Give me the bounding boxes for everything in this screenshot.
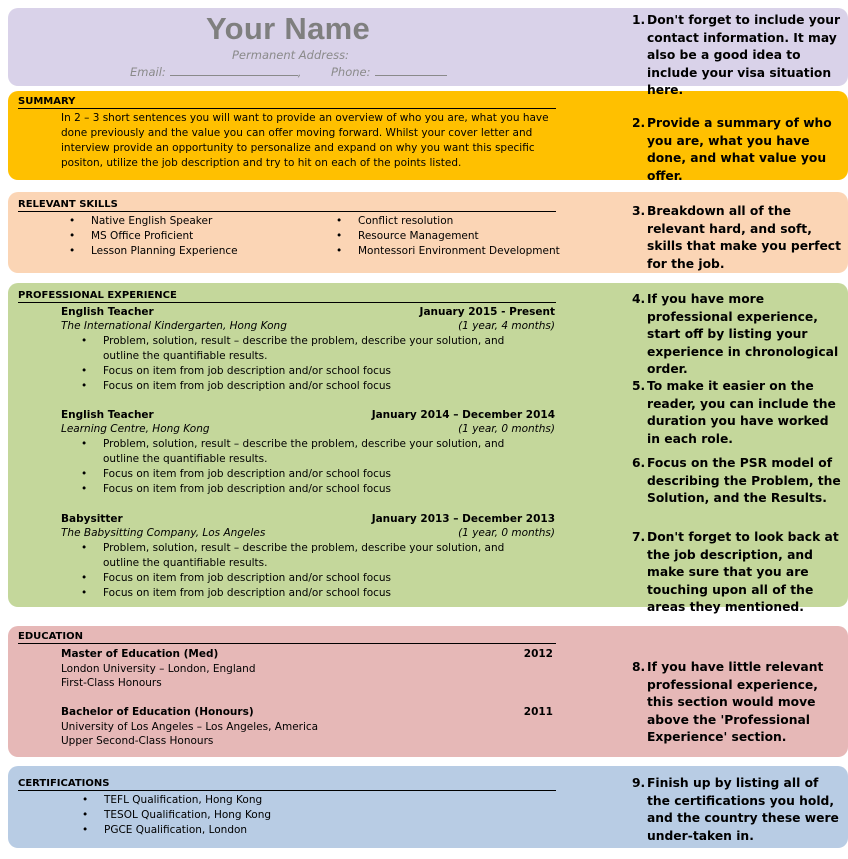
- cert-item: • TEFL Qualification, Hong Kong: [104, 793, 271, 808]
- job-duration: (1 year, 4 months): [458, 320, 555, 332]
- job-role: English Teacher: [61, 306, 154, 318]
- tip-text: If you have more professional experience, start off by listing your experience in chronological order.: [647, 292, 839, 376]
- job-org: The Babysitting Company, Los Angeles: [61, 527, 266, 539]
- certifications-title: CERTIFICATIONS: [18, 778, 556, 791]
- summary-title: SUMMARY: [18, 96, 556, 109]
- tip-item: [632, 203, 844, 273]
- job-entry: [61, 512, 555, 601]
- edu-honours: Upper Second-Class Honours: [61, 735, 214, 747]
- tip-item: [632, 291, 844, 379]
- job-org: Learning Centre, Hong Kong: [61, 423, 210, 435]
- tip-text: If you have little relevant professional experience, this section would move above the 'Professional Experience' section.: [647, 660, 824, 744]
- tip-number: 2.: [632, 116, 646, 130]
- tip-item: [632, 12, 844, 100]
- skill-item: • Montessori Environment Development: [358, 245, 560, 257]
- tip-item: [632, 115, 844, 185]
- phone-label: Phone:: [331, 65, 371, 79]
- tip-number: 7.: [632, 530, 646, 544]
- job-role: English Teacher: [61, 409, 154, 421]
- job-entry: [61, 305, 555, 394]
- skill-item: • MS Office Proficient: [91, 230, 193, 242]
- certifications-list: [104, 793, 271, 838]
- skill-item: • Lesson Planning Experience: [91, 245, 238, 257]
- education-title: EDUCATION: [18, 631, 556, 644]
- edu-honours: First-Class Honours: [61, 677, 162, 689]
- tip-item: [632, 455, 844, 508]
- job-bullet: • Focus on item from job description and/or school focus: [103, 482, 555, 497]
- tip-item: [632, 659, 844, 747]
- tip-item: [632, 775, 844, 845]
- resume-name: Your Name: [206, 11, 371, 46]
- job-dates: January 2013 – December 2013: [371, 513, 555, 525]
- job-entry: [61, 408, 555, 497]
- edu-degree: Bachelor of Education (Honours): [61, 706, 254, 718]
- job-bullet: • Problem, solution, result – describe the problem, describe your solution, and outline the quantifiable results.: [103, 437, 555, 467]
- cert-item: • PGCE Qualification, London: [104, 823, 271, 838]
- job-bullet: • Focus on item from job description and/or school focus: [103, 364, 555, 379]
- tip-number: 9.: [632, 776, 646, 790]
- tip-item: [632, 529, 844, 617]
- experience-title: PROFESSIONAL EXPERIENCE: [18, 290, 556, 303]
- phone-line: [331, 64, 447, 79]
- cert-item: • TESOL Qualification, Hong Kong: [104, 808, 271, 823]
- job-bullet: • Focus on item from job description and/or school focus: [103, 571, 555, 586]
- tip-text: Finish up by listing all of the certifications you hold, and the country these were under-taken in.: [647, 776, 839, 843]
- skill-item: • Conflict resolution: [358, 215, 453, 227]
- edu-degree: Master of Education (Med): [61, 648, 219, 660]
- tip-text: Don't forget to look back at the job description, and make sure that you are touching upon all of the areas they mentioned.: [647, 530, 839, 614]
- job-role: Babysitter: [61, 513, 123, 525]
- tip-number: 4.: [632, 292, 646, 306]
- job-bullet: • Problem, solution, result – describe the problem, describe your solution, and outline the quantifiable results.: [103, 334, 555, 364]
- job-bullet: • Focus on item from job description and/or school focus: [103, 379, 555, 394]
- job-bullet: • Problem, solution, result – describe the problem, describe your solution, and outline the quantifiable results.: [103, 541, 555, 571]
- job-org: The International Kindergarten, Hong Kong: [61, 320, 287, 332]
- job-duration: (1 year, 0 months): [458, 527, 555, 539]
- tip-number: 6.: [632, 456, 646, 470]
- job-bullet: • Focus on item from job description and/or school focus: [103, 467, 555, 482]
- edu-year: 2012: [523, 648, 553, 660]
- skill-item: • Resource Management: [358, 230, 479, 242]
- edu-year: 2011: [523, 706, 553, 718]
- job-bullet: • Focus on item from job description and/or school focus: [103, 586, 555, 601]
- edu-school: University of Los Angeles – Los Angeles, America: [61, 720, 319, 733]
- skills-title: RELEVANT SKILLS: [18, 199, 556, 212]
- email-trailer: ,: [297, 65, 302, 79]
- address-label: Permanent Address:: [232, 48, 349, 62]
- email-line: [130, 64, 301, 79]
- job-dates: January 2014 – December 2014: [371, 409, 555, 421]
- tip-item: [632, 378, 844, 448]
- email-label: Email:: [130, 65, 166, 79]
- summary-text: In 2 – 3 short sentences you will want to provide an overview of who you are, what you have done previously and the value you can offer moving forward. Whilst your cover letter and interview provide an opportunity to personalize and expand on why you want this specific positon, utilize the job description and try to hit on each of the points listed.: [61, 112, 549, 169]
- tip-text: Breakdown all of the relevant hard, and soft, skills that make you perfect for the job.: [647, 204, 841, 271]
- job-duration: (1 year, 0 months): [458, 423, 555, 435]
- tip-number: 1.: [632, 13, 646, 27]
- tip-text: To make it easier on the reader, you can include the duration you have worked in each role.: [647, 379, 836, 446]
- tip-text: Provide a summary of who you are, what you have done, and what value you offer.: [647, 116, 832, 183]
- tip-text: Focus on the PSR model of describing the Problem, the Solution, and the Results.: [647, 456, 841, 505]
- phone-blank: [375, 64, 447, 76]
- email-blank: [170, 64, 298, 76]
- tip-text: Don't forget to include your contact information. It may also be a good idea to include your visa situation here.: [647, 13, 841, 97]
- skill-item: • Native English Speaker: [91, 215, 212, 227]
- education-entry: [61, 705, 553, 749]
- job-dates: January 2015 - Present: [419, 306, 555, 318]
- tip-number: 5.: [632, 379, 646, 393]
- tip-number: 3.: [632, 204, 646, 218]
- tip-number: 8.: [632, 660, 646, 674]
- edu-school: London University – London, England: [61, 662, 256, 675]
- education-entry: [61, 647, 553, 691]
